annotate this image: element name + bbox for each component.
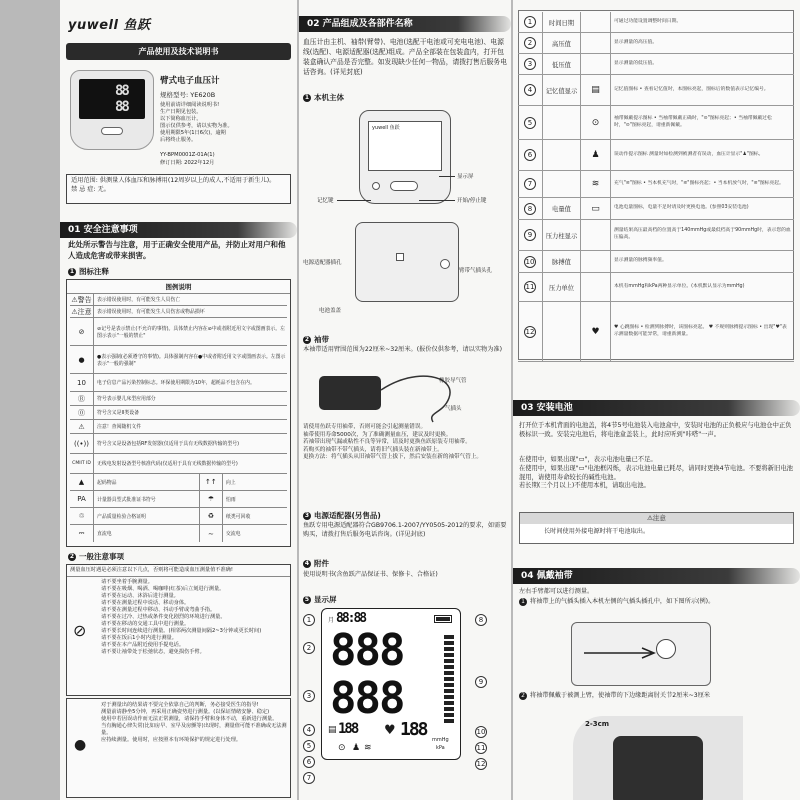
legend-text: 计量器具型式批准证书符号 <box>97 496 156 503</box>
adapter-heading-text: 电源适配器(另售品) <box>314 511 381 520</box>
section-04-header: 04 佩戴袖带 <box>513 568 800 584</box>
adapter-text: 鱼跃专用电源适配器符合GB9706.1-2007/YY0505-2012的要求，如需要购买，请拨打售后服务电话咨询。(详见封底) <box>303 522 507 538</box>
leader-line <box>337 200 371 201</box>
motion-icon: ♟ <box>352 743 361 753</box>
callout-number: 10 <box>476 728 486 736</box>
warning-icon: ⚠警告 <box>70 294 94 305</box>
device-button <box>101 127 123 135</box>
cuff-text: 本袖带适用臂围范围为22厘米~32厘米。(报价仅供参考，请以实物为准) <box>303 346 503 353</box>
callout-number: 4 <box>303 724 315 736</box>
lcd-month: 月 <box>328 617 335 624</box>
row-name: 压力柱显示 <box>542 220 580 250</box>
cuff-jack <box>440 259 450 269</box>
bullet-icon: 1 <box>304 93 310 101</box>
row-number <box>518 84 542 96</box>
list-item: 若购买的袖带不带气插头，请将旧气插头装在新袖带上。 <box>303 446 443 453</box>
row-name: 低压值 <box>542 54 580 74</box>
legend-text: 符号含义是设备包括RF发射器(仅适用于具有无线数据传输的型号) <box>97 441 240 447</box>
row-icon <box>580 251 610 272</box>
list-item: 在使用中，如果出现"▭"电池框闪烁，表示电池电量已耗尽，请同时更换4节电池。不要将新旧电池混用，请使用寿命较长的碱性电池。 <box>519 464 793 481</box>
bullet-icon: 2 <box>69 552 75 560</box>
label-cuff-jack: 臂带气插头孔 <box>459 268 493 274</box>
legend-text: 纸类可回收 <box>225 513 251 520</box>
callout-number: 1 <box>303 614 315 626</box>
lcd-panel <box>321 608 461 760</box>
device-illustration <box>70 70 154 150</box>
class-ii-icon: ⓪ <box>70 406 94 419</box>
display-row <box>518 33 794 54</box>
row-icon: ▭ <box>580 198 610 219</box>
row-icon: ♥ <box>580 302 610 361</box>
row-description: 充气"≋"图标 • 当本机充气时，"≋"图标亮起；• 当本机放气时，"≋"图标亮起。 <box>610 171 794 197</box>
legend-pair-row <box>70 508 287 525</box>
list-item: 请不要长时间连续进行测量。(相邻两次测量间隔2~3分钟或更长时间) <box>101 628 262 635</box>
list-item: 请不要在吸烟、喝酒、喝咖啡(红茶)后立刻进行测量。 <box>101 586 225 593</box>
cuff-notes <box>303 424 507 462</box>
start-stop-button <box>390 181 418 191</box>
battery-list <box>519 456 794 491</box>
main-body-heading <box>303 92 344 103</box>
note-line: 生产日期见包装。 <box>160 109 202 116</box>
row-description: 电池电量图标，电量不足时请及时更换电池。(参照03安装电池) <box>610 198 794 219</box>
pressure-bar <box>444 633 454 723</box>
arm-illustration <box>573 716 743 800</box>
doc-code: YY-BPM0001Z-01A(1) <box>160 152 215 158</box>
legend-heading <box>68 266 109 277</box>
row-description: 显示测量的脉搏频率值。 <box>610 251 794 272</box>
cuff-intro: 左右手臂都可以进行测量。 <box>519 588 594 595</box>
cuff-on-arm <box>613 736 703 800</box>
legend-text: 注意！查阅随机文件 <box>97 424 142 430</box>
legend-text: 表示错误使用时，有可能发生人员伤亡 <box>97 297 181 303</box>
callout-number: 12 <box>476 760 486 768</box>
row-number-circle: 7 <box>524 178 536 190</box>
legend-pair-row <box>70 491 287 508</box>
row-name <box>542 106 580 139</box>
product-name: 臂式电子血压计 <box>160 76 220 86</box>
legend-text: 符号含义是II类设备 <box>97 410 140 416</box>
lcd-date: 88:88 <box>336 611 366 626</box>
caution-text: 长时间使用外接电源时将干电池取出。 <box>544 528 650 535</box>
cuff-illustration <box>319 376 381 410</box>
brand-logo: yuwell 鱼跃 <box>68 18 151 33</box>
legend-table <box>66 279 291 547</box>
row-icon: ▤ <box>580 75 610 105</box>
list-item: 使用中若因误动作而无法正常测量，请保持手臂和身体不动，重新进行测量。 <box>101 716 278 723</box>
cuff-insert-illustration <box>571 622 711 686</box>
row-name <box>542 171 580 197</box>
legend-row <box>70 454 287 474</box>
legend-row <box>70 406 287 420</box>
cuff-wrap-icon: ⊙ <box>338 743 346 753</box>
row-number-circle: 8 <box>524 203 536 215</box>
bullet-icon: 4 <box>304 559 310 567</box>
row-description: 可通过功能设置调整时间日期。 <box>610 12 794 32</box>
note-line: 使用期限5年(1日6次)，逾期 <box>160 130 226 137</box>
revision-date: 修订日期: 2022年12月 <box>160 160 215 166</box>
row-description: 本机有mmHg和kPa两种显示单位。(本机默认显示为mmHg) <box>610 273 794 301</box>
row-number-circle: 6 <box>524 149 536 161</box>
this-way-up-icon: ↑↑ <box>199 474 223 490</box>
display-row <box>518 171 794 198</box>
doc-title: 产品使用及技术说明书 <box>138 47 219 56</box>
qc-icon: ♲ <box>70 508 94 524</box>
list-item: 测量前请静坐5分钟，再采用正确姿势进行测量。(以保证情绪安静、稳定) <box>101 709 270 716</box>
cuff-heading-text: 袖带 <box>314 335 329 344</box>
label-display: 显示屏 <box>457 174 474 180</box>
adapter-heading <box>303 510 381 521</box>
row-icon: ⊙ <box>580 106 610 139</box>
row-name: 时间日期 <box>542 12 580 32</box>
callout-number: 7 <box>303 772 315 784</box>
cuff-step-1 <box>519 598 794 607</box>
legend-text: 产品质量检验合格证明 <box>97 513 146 520</box>
list-item: 对于测量出的结果请不要完全依靠自己的判断，务必接受医生的指导! <box>101 702 259 708</box>
fragile-icon: ▲ <box>70 474 94 490</box>
legend-row <box>70 346 287 374</box>
list-item: 在使用中，如果出现"▭"，表示电池电量已不足。 <box>519 456 657 463</box>
label-memory: 记忆键 <box>317 198 334 204</box>
row-icon <box>580 273 610 301</box>
accessories-heading <box>303 558 329 569</box>
caution-header: ⚠注意 <box>520 513 793 524</box>
unit-brand: yuwell 鱼跃 <box>372 125 400 131</box>
row-icon <box>580 54 610 74</box>
legend-text: 符号表示婴儿床型应用部分 <box>97 396 156 402</box>
dc-icon: ⎓ <box>70 525 94 542</box>
list-item: 请不要在移动的交通工具中进行测量。 <box>101 621 190 628</box>
display-row <box>518 75 794 106</box>
mandatory-icon: ● <box>70 346 94 373</box>
unit-mmhg: mmHg <box>432 737 449 743</box>
legend-text: 向上 <box>225 479 236 486</box>
cuff-step-2 <box>519 692 794 701</box>
row-number-circle: 2 <box>524 37 536 49</box>
cuff-tube-label: 橡胶导气管 <box>439 378 467 384</box>
bullet-icon: 2 <box>304 335 310 343</box>
row-description: 误动作提示图标 测量时如检测到被测者有误动，血压计显示"♟"图标。 <box>610 140 794 170</box>
row-name <box>542 140 580 170</box>
legend-row <box>70 392 287 406</box>
row-name: 记忆值显示 <box>542 75 580 105</box>
bullet-icon: 3 <box>304 511 310 519</box>
lcd-pulse: 188 <box>400 719 427 740</box>
row-number-circle: 12 <box>525 327 535 336</box>
cuff-step-2-text: 将袖带佩戴于被测上臂，使袖带的下边缘距离肘关节2厘米~3厘米 <box>530 692 711 699</box>
callout-number: 6 <box>303 756 315 768</box>
row-number <box>518 256 542 268</box>
row-number <box>518 229 542 241</box>
display-row <box>518 12 794 33</box>
list-item: 请不要让袖带处于松弛状态，避免损伤手臂。 <box>101 649 205 656</box>
legend-pair-row <box>70 525 287 542</box>
memory-button <box>372 182 380 190</box>
legend-row <box>70 374 287 392</box>
note-line: 以下简称血压计。 <box>160 116 202 123</box>
main-unit-front <box>359 110 451 204</box>
attention-icon: ⚠ <box>70 420 94 433</box>
composition-text: 血压计由主机、袖带(臂带)、电池(选配干电池或可充电电池)、电源线(选配)、电源适配器(选配)组成。产品全部装在包装盒内，打开包装盒确认产品是否完整。如发现缺少任何一物品，请拨打售后服务电话咨询。(详见封底) <box>303 38 507 76</box>
legend-text: 表示错误使用时，有可能发生人员伤害或物品损坏 <box>97 309 205 315</box>
memory-icon: ▤ <box>328 725 337 735</box>
note-line: 图示仅供参考，请以实物为准。 <box>160 123 233 130</box>
row-icon: ♟ <box>580 140 610 170</box>
prohibit-icon: ⊘ <box>70 318 94 345</box>
display-heading-text: 显示屏 <box>314 595 337 604</box>
display-row <box>518 140 794 171</box>
callout-number: 3 <box>303 690 315 702</box>
legend-text: 直流电 <box>97 531 112 537</box>
applied-part-icon: Ⓡ <box>70 392 94 405</box>
battery-icon <box>434 615 452 623</box>
section-03-header: 03 安装电池 <box>513 400 800 416</box>
bullet-icon: 1 <box>519 598 527 606</box>
row-number <box>518 178 542 190</box>
section-01-header: 01 安全注意事项 <box>60 222 297 238</box>
general-note: 测量血压时遇是必须注意以下几点，否则将可能造成血压测量值不准确! <box>67 565 290 577</box>
row-number-circle: 1 <box>524 16 536 28</box>
list-item: 请不要在过冷、过热或条件变化剧烈的环境进行测量。 <box>101 614 226 621</box>
suitable-text: 适用范围: 供测量人体血压和脉搏用(12周岁以上的成人,不适用于新生儿)。 <box>71 177 276 184</box>
display-row <box>518 54 794 75</box>
inflate-icon: ≋ <box>364 743 372 753</box>
device-digits-top: 88 <box>115 83 128 99</box>
row-icon <box>580 12 610 32</box>
battery-text: 打开位于本机背面的电池盖，将4节5号电池装入电池盒中，安装时电池的正负极应与电池仓中正负极标识一致。安装完电池后，将电池盒盖装上，此时应听到"咔嗒"一声。 <box>519 422 792 438</box>
rf-icon: ((•)) <box>70 434 94 453</box>
list-item: 请不要在测量过程中移动、抖动手臂或弯曲手指。 <box>101 607 216 614</box>
list-item: 若长期(三个月以上)不使用本机，请取出电池。 <box>519 482 650 490</box>
row-number-circle: 9 <box>524 229 536 241</box>
list-item: 请不要在测量过程中说话、移动身体。 <box>101 600 190 607</box>
legend-heading-text: 图标注释 <box>79 267 109 276</box>
legend-text: 无线电发射设备型号核准代码(仅适用于具有无线数据传输的型号) <box>97 461 238 467</box>
legend-text: ●表示强制(必须遵守的事情)。具体强制内容在●中或者附近用文字或图画表示。左图示表示"一般的强制" <box>97 353 286 367</box>
heart-icon: ♥ <box>384 723 396 738</box>
umbrella-icon: ☂ <box>199 491 223 507</box>
mandatory-icon: ● <box>74 737 87 753</box>
leader-line <box>419 200 455 201</box>
row-number <box>518 58 542 70</box>
recycle-icon: ♻ <box>199 508 223 524</box>
legend-text: 电子信息产品污染控制标志。环保使用期限为10年，超耗品不包含在内。 <box>97 380 255 386</box>
row-number <box>518 37 542 49</box>
row-number-circle: 10 <box>525 257 535 266</box>
notes <box>160 102 270 144</box>
unit-kpa: kPa <box>436 745 445 751</box>
bullet-icon: 2 <box>519 692 527 700</box>
general-box <box>66 564 291 696</box>
list-item: 若袖带出现气漏或粘性不良等异常，请及时更换鱼跃原装专用袖带。 <box>303 439 471 446</box>
list-item: 请不要在本产品附近使用手提电话。 <box>101 642 185 649</box>
callout-number: 2 <box>303 642 315 654</box>
list-item: 请使用鱼跃专用袖带，否则可能会引起测量错误。 <box>303 424 427 430</box>
row-name: 高压值 <box>542 33 580 53</box>
legend-row <box>70 306 287 318</box>
suitable-box <box>66 174 291 204</box>
row-description: 显示测量的高压值。 <box>610 33 794 53</box>
row-number <box>518 326 542 338</box>
ac-icon: ∼ <box>199 525 223 542</box>
display-row <box>518 106 794 140</box>
extra-list <box>101 702 287 744</box>
main-body-heading-text: 本机主体 <box>314 93 344 102</box>
note-line: 后将终止服务。 <box>160 137 197 144</box>
contra-text: 禁 忌 症: 无。 <box>71 185 110 193</box>
plug-arrow-icon <box>582 647 662 677</box>
cuff-heading <box>303 334 329 345</box>
general-heading <box>68 551 124 562</box>
leader-line <box>439 176 455 177</box>
bullet-icon: 1 <box>69 267 75 275</box>
right-panel <box>513 0 800 800</box>
display-row <box>518 302 794 362</box>
eco-icon: 10 <box>70 374 94 391</box>
label-start: 开始/停止键 <box>457 198 487 204</box>
cuff-step-1-text: 将袖带上的气插头插入本机左侧的气插头插孔中，如下图所示(例)。 <box>530 598 715 605</box>
accessories-heading-text: 附件 <box>314 559 329 568</box>
row-number <box>518 149 542 161</box>
row-number <box>518 16 542 28</box>
list-item: 请不要坐着手腕测量。 <box>101 579 153 585</box>
caution-box <box>519 512 794 544</box>
row-name: 电量值 <box>542 198 580 219</box>
prohibit-icon: ⊘ <box>73 621 87 640</box>
row-number <box>518 203 542 215</box>
legend-row <box>70 318 287 346</box>
list-item: 应持续测量。使用时，应按照本有环境保护的规定进行处理。 <box>101 737 242 744</box>
cuff-plug-label: 气插头 <box>445 406 462 412</box>
lcd-memory: 188 <box>338 721 358 737</box>
callout-number: 5 <box>303 740 315 752</box>
list-item: 更换方法：将气插头从旧袖带气管上拔下，然后安装在新的袖带气管上。 <box>303 454 483 461</box>
row-description: 显示测量的低压值。 <box>610 54 794 74</box>
unit-screen <box>368 121 442 171</box>
callout-number: 8 <box>475 614 487 626</box>
display-row <box>518 198 794 220</box>
row-description: 袖带佩戴提示图标 • 当袖带佩戴正确时，"⊙"图标亮起；• 当袖带佩戴过松时，"⊙"图标亮起，请重新佩戴。 <box>610 106 794 139</box>
display-row <box>518 273 794 302</box>
caution-icon: ⚠注意 <box>70 306 94 317</box>
main-unit-side <box>355 222 459 302</box>
model-label: 规格型号: YE620B <box>160 91 216 99</box>
device-screen <box>79 79 145 119</box>
adapter-jack <box>396 253 404 261</box>
accessories-text: 使用说明书(含鱼跃产品保证书、保修卡、合格证) <box>303 571 438 578</box>
display-heading <box>303 594 337 605</box>
cuff-distance-label: 2-3cm <box>585 720 610 728</box>
legend-text: 怕雨 <box>225 496 236 503</box>
row-number-circle: 3 <box>524 58 536 70</box>
general-list <box>101 579 287 656</box>
legend-row <box>70 294 287 306</box>
device-digits-bottom: 88 <box>115 99 128 115</box>
row-number-circle: 4 <box>524 84 536 96</box>
row-icon <box>580 220 610 250</box>
display-row <box>518 251 794 273</box>
cmiit-icon: CMIIT ID <box>70 454 94 473</box>
row-number <box>518 281 542 293</box>
legend-text: 起码物品 <box>97 479 117 486</box>
row-number-circle: 11 <box>525 283 535 291</box>
middle-panel <box>299 0 511 800</box>
row-number <box>518 117 542 129</box>
legend-row <box>70 434 287 454</box>
label-battery: 电池盖盖 <box>319 308 342 314</box>
general-heading-text: 一般注意事项 <box>79 552 124 561</box>
legend-pair-row <box>70 474 287 491</box>
row-icon: ≋ <box>580 171 610 197</box>
legend-title: 图例说明 <box>67 282 290 294</box>
legend-text: 交流电 <box>225 531 241 537</box>
legend-row <box>70 420 287 434</box>
intro-text: 此处所示警告与注意，用于正确安全使用产品，并防止对用户和他人造成危害或带来损害。 <box>68 240 286 260</box>
label-adapter-jack: 电源适配器插孔 <box>303 260 342 266</box>
section-02-header: 02 产品组成及各部件名称 <box>299 16 511 32</box>
cuff-tube-icon <box>377 366 467 426</box>
callout-number: 11 <box>476 744 486 752</box>
lcd-diastolic: 888 <box>330 673 404 724</box>
pa-icon: PA <box>70 491 94 507</box>
list-item: 请不要在运动、沐浴后进行测量。 <box>101 593 179 600</box>
row-name <box>542 302 580 361</box>
legend-text: ⊘记号是表示禁止(不允许的事情)。具体禁止内容在⊘中或者附近用文字或图画表示。左图示表示"一般的禁止" <box>97 325 286 339</box>
row-description: 测量结果高压最高档的位置高于140mmHg或最低档高于90mmHg时，表示您的血压偏高。 <box>610 220 794 250</box>
left-panel <box>60 0 297 800</box>
row-description: 记忆值图标 • 查看记忆值时，本图标亮起，图标后的数值表示记忆编号。 <box>610 75 794 105</box>
row-name: 脉搏值 <box>542 251 580 272</box>
row-description: ♥ 心跳图标 • 检测到脉搏时，该图标亮起。 ♥ 不规则脉搏提示图标 • 出现"♥"表示测量数据可能异常，请重新测量。 <box>610 302 794 361</box>
list-item: 袖带使用寿命5000次，为了准确测量血压，建议及时更换。 <box>303 431 452 438</box>
row-name: 压力单位 <box>542 273 580 301</box>
display-row <box>518 220 794 251</box>
extra-box <box>66 698 291 798</box>
row-number-circle: 5 <box>524 117 536 129</box>
row-icon <box>580 33 610 53</box>
note-line: 使用前请详细阅读说明书! <box>160 102 220 108</box>
bullet-icon: 5 <box>304 595 310 603</box>
callout-number: 9 <box>475 676 487 688</box>
list-item: 当有胸通心律失常(比如房早、室早及房颤等)出现时，测量值可能不准确或无法测量。 <box>101 723 287 737</box>
list-item: 请不要在饭后1小时内进行测量。 <box>101 635 177 642</box>
lcd-systolic: 888 <box>330 625 404 676</box>
